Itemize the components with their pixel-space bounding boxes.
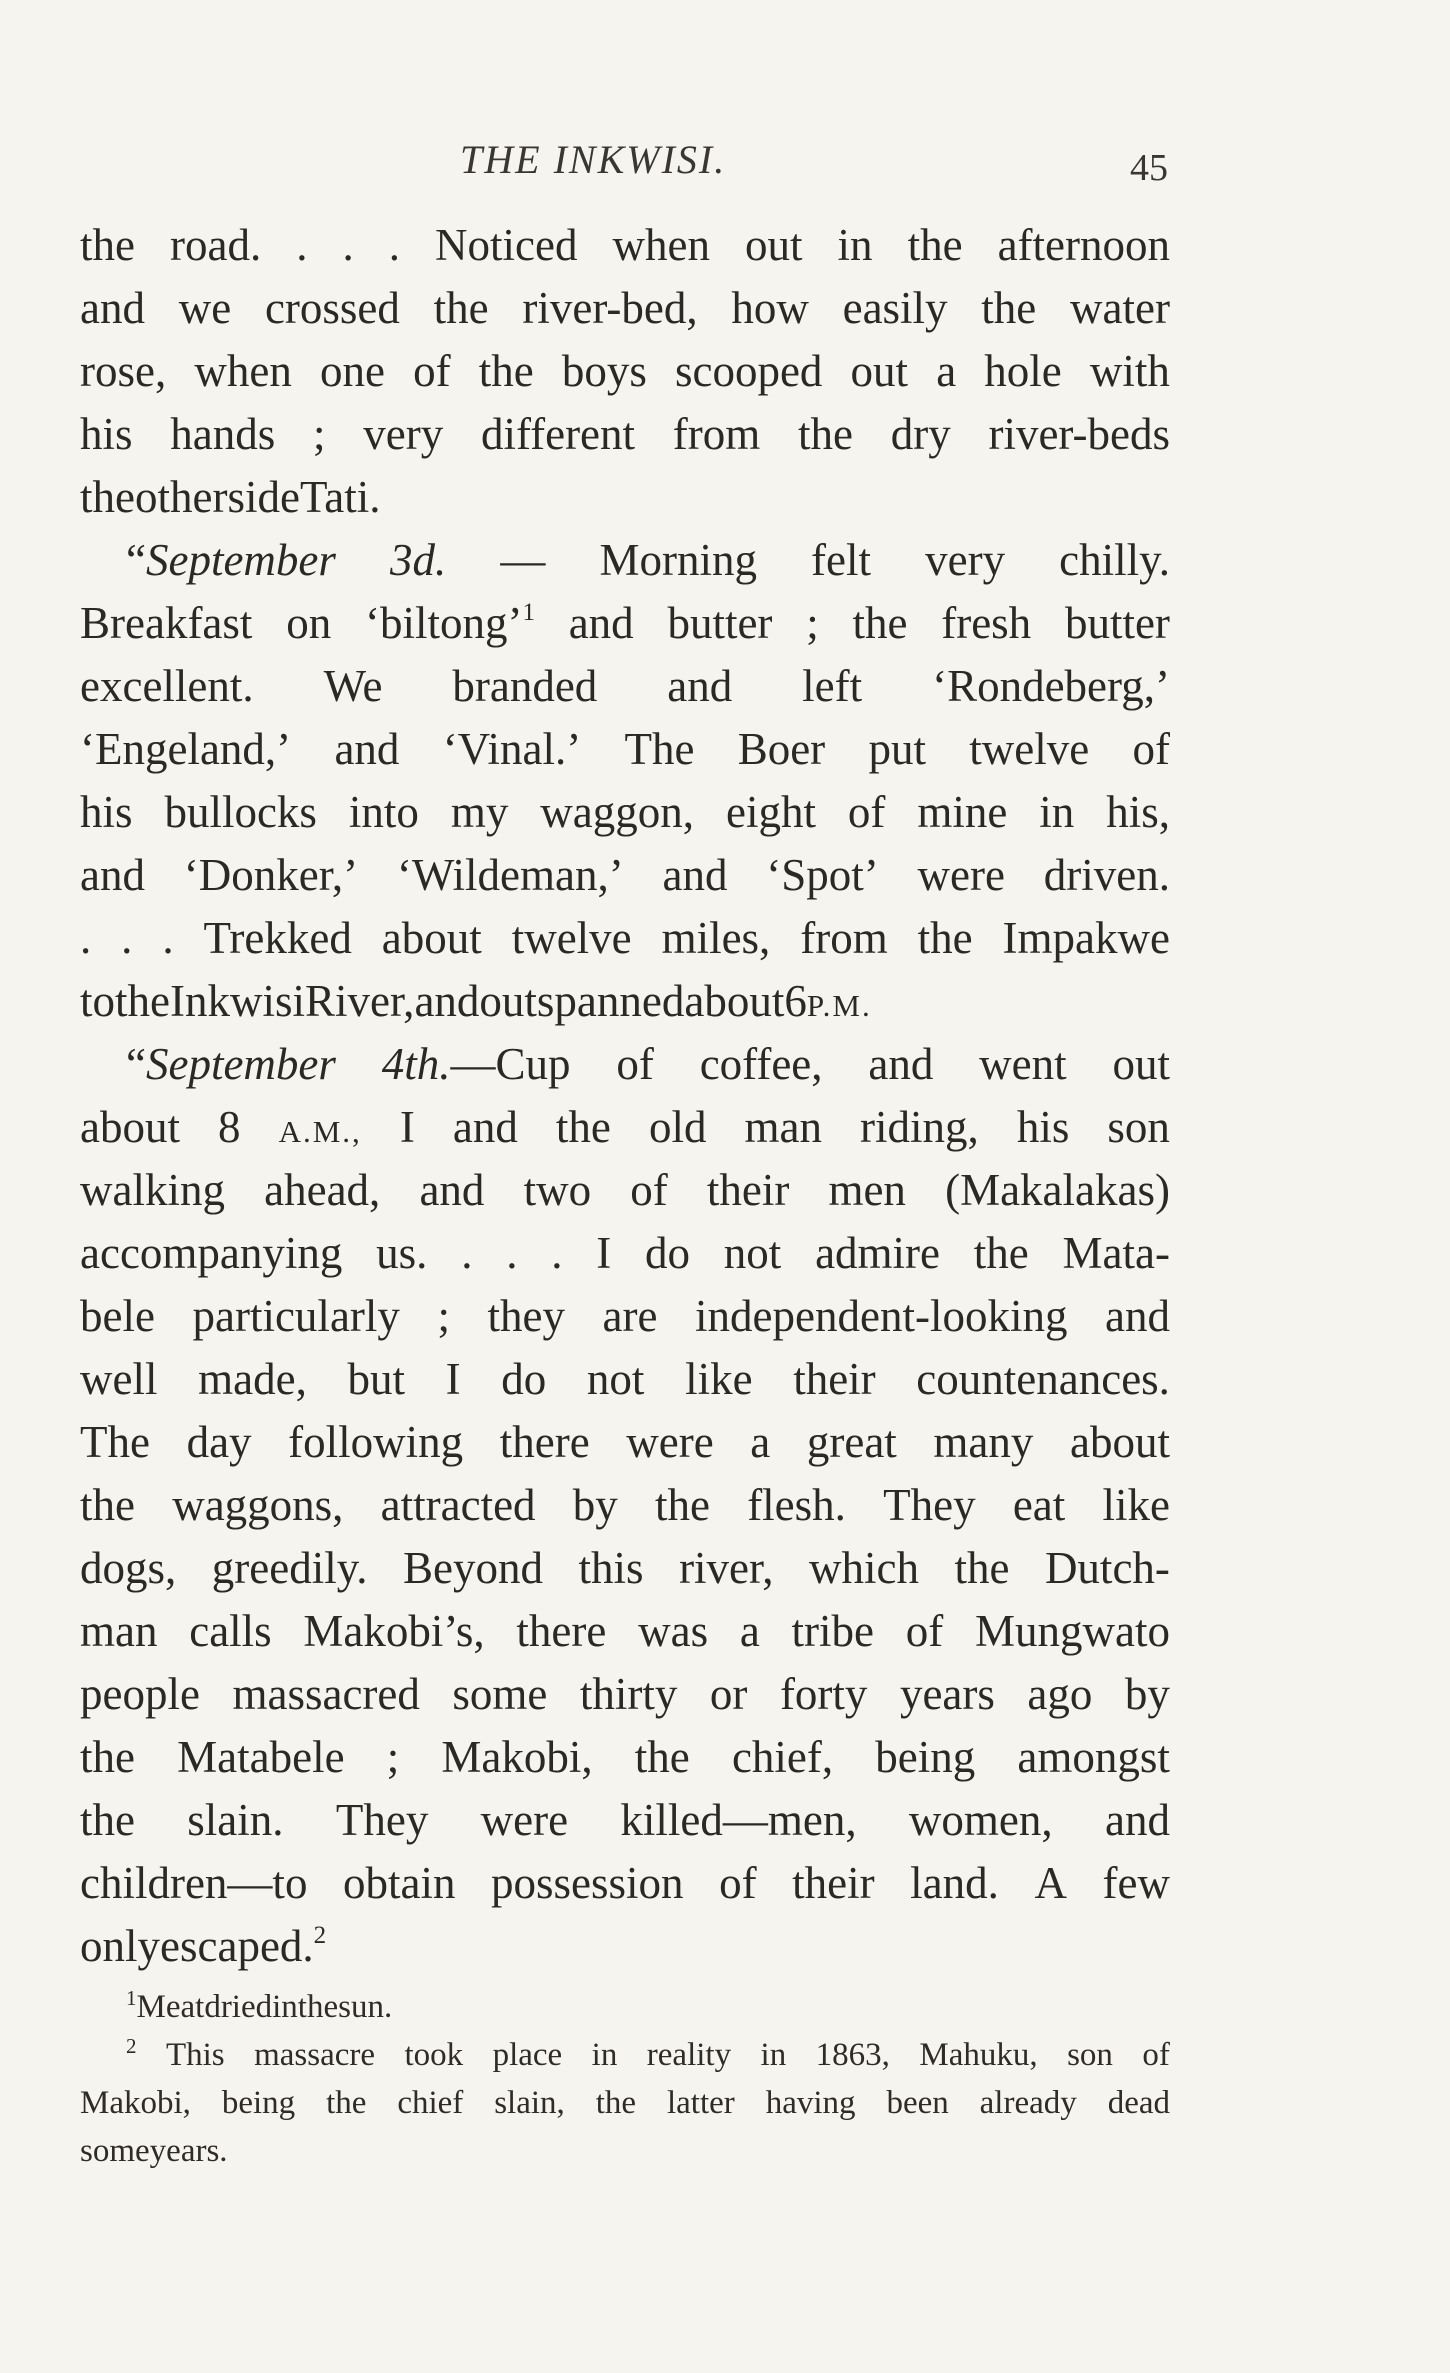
text-line: walking ahead, and two of their men (Makalakas) xyxy=(80,1165,1170,1215)
text-line: his hands ; very different from the dry river-beds xyxy=(80,409,1170,459)
text-line: “September 3d. — Morning felt very chilly. xyxy=(126,535,1170,585)
text-line: accompanying us. . . . I do not admire the Mata- xyxy=(80,1228,1170,1278)
text-line: ‘Engeland,’ and ‘Vinal.’ The Boer put twelve of xyxy=(80,724,1170,774)
page-number: 45 xyxy=(1130,147,1168,189)
text-line: to the Inkwisi River, and outspanned about 6 P.M. xyxy=(80,976,872,1026)
text-line: excellent. We branded and left ‘Rondeberg,’ xyxy=(80,661,1170,711)
text-line: . . . Trekked about twelve miles, from the Impakwe xyxy=(80,913,1170,963)
text-line: dogs, greedily. Beyond this river, which the Dutch- xyxy=(80,1543,1170,1593)
text-line: about 8 A.M., I and the old man riding, his son xyxy=(80,1102,1170,1152)
text-line: and we crossed the river-bed, how easily the water xyxy=(80,283,1170,333)
text-line: man calls Makobi’s, there was a tribe of Mungwato xyxy=(80,1606,1170,1656)
text-line: and ‘Donker,’ ‘Wildeman,’ and ‘Spot’ were driven. xyxy=(80,850,1170,900)
body-text xyxy=(80,214,1170,1978)
footnote-line: some years. xyxy=(80,2133,228,2169)
text-line: people massacred some thirty or forty years ago by xyxy=(80,1669,1170,1719)
text-line: the Matabele ; Makobi, the chief, being amongst xyxy=(80,1732,1170,1782)
running-title: THE INKWISI. xyxy=(460,137,727,182)
text-line: well made, but I do not like their countenances. xyxy=(80,1354,1170,1404)
text-line: the other side Tati. xyxy=(80,472,381,522)
text-line: his bullocks into my waggon, eight of mine in his, xyxy=(80,787,1170,837)
text-line: only escaped.$^2$ xyxy=(80,1921,327,1971)
text-line: children—to obtain possession of their land. A few xyxy=(80,1858,1170,1908)
text-line: the waggons, attracted by the flesh. They eat like xyxy=(80,1480,1170,1530)
text-line: Breakfast on ‘biltong’$^1$ and butter ; the fresh butter xyxy=(80,598,1170,648)
footnote-line: Makobi, being the chief slain, the latter having been already dead xyxy=(80,2085,1170,2121)
footnote-line: $^2$ This massacre took place in reality in 1863, Mahuku, son of xyxy=(126,2034,1170,2073)
text-line: “September 4th.—Cup of coffee, and went out xyxy=(126,1039,1170,1089)
text-line: bele particularly ; they are independent-looking and xyxy=(80,1291,1170,1341)
text-line: The day following there were a great many about xyxy=(80,1417,1170,1467)
text-line: rose, when one of the boys scooped out a hole with xyxy=(80,346,1170,396)
text-line: the road. . . . Noticed when out in the afternoon xyxy=(80,220,1170,270)
text-line: the slain. They were killed—men, women, and xyxy=(80,1795,1170,1845)
footnote-line: $^1$ Meat dried in the sun. xyxy=(126,1986,393,2025)
footnotes xyxy=(80,1983,1170,2175)
